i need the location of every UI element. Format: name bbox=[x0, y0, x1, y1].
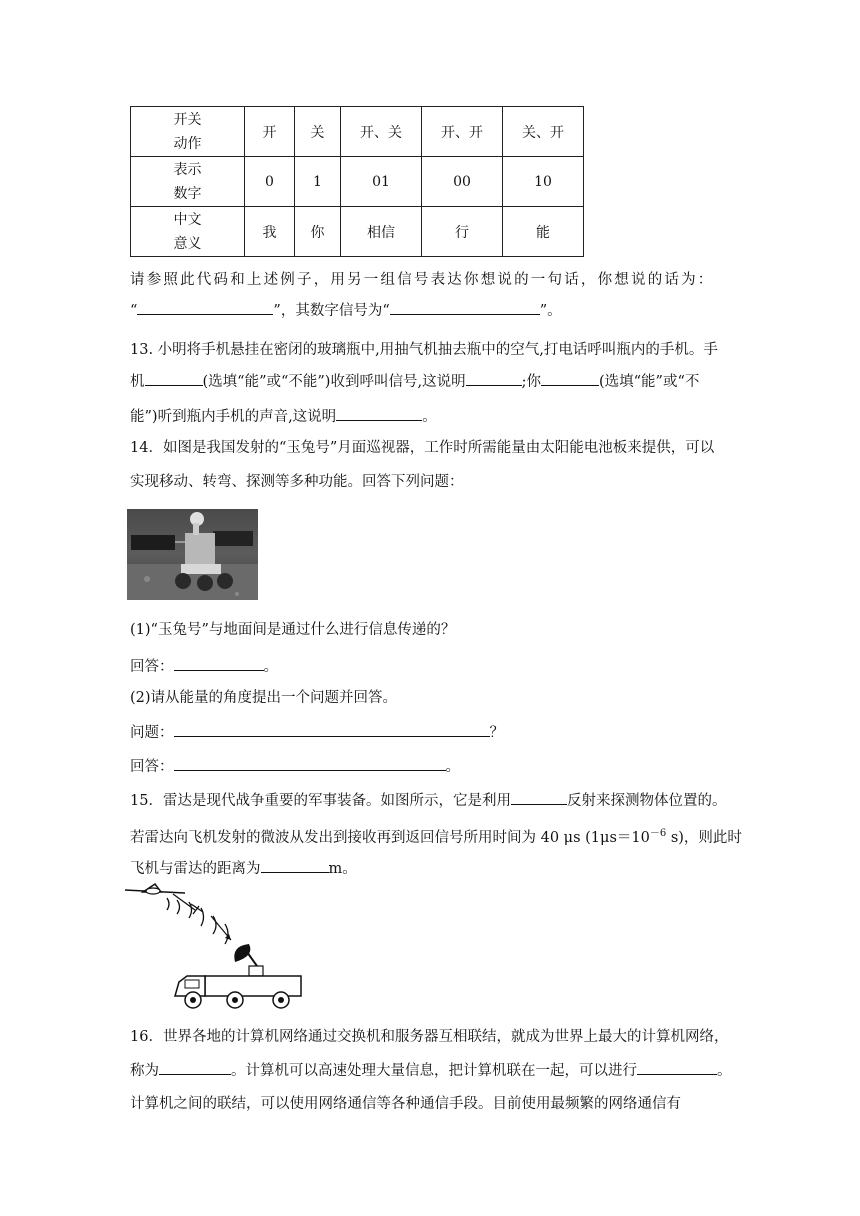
blank-hear-sound[interactable] bbox=[541, 371, 599, 386]
table-cell: 行 bbox=[422, 207, 503, 257]
table-row-header bbox=[131, 207, 245, 257]
q16-text: 。 bbox=[717, 1063, 732, 1079]
q15-text: 15．雷达是现代战争重要的军事装备。如图所示，它是利用 bbox=[130, 793, 511, 809]
header-line: 动作 bbox=[173, 135, 202, 152]
table-cell: 相信 bbox=[341, 207, 422, 257]
q13-line-1: 13. 小明将手机悬挂在密闭的玻璃瓶中,用抽气机抽去瓶中的空气,打电话呼叫瓶内的手机。手 bbox=[130, 342, 718, 358]
answer-label: 回答： bbox=[130, 659, 174, 675]
table-row-header bbox=[131, 157, 245, 207]
table-cell: 0 bbox=[245, 157, 295, 207]
q13-text: ;你 bbox=[521, 374, 541, 390]
q15-line-2 bbox=[130, 824, 742, 848]
q15-line-3 bbox=[130, 858, 357, 879]
table-cell: 开 bbox=[245, 107, 295, 157]
q12-end-text: ”。 bbox=[539, 303, 562, 319]
table-cell: 开、开 bbox=[422, 107, 503, 157]
q15-text: 反射来探测物体位置的。 bbox=[566, 793, 727, 809]
q13-text: 。 bbox=[422, 409, 437, 425]
q13-text: 能”)听到瓶内手机的声音,这说明 bbox=[130, 409, 337, 425]
blank-digital-signal[interactable] bbox=[390, 300, 540, 315]
question-label: 问题： bbox=[130, 725, 174, 741]
blank-network-name[interactable] bbox=[159, 1060, 231, 1075]
q12-instruction: 请参照此代码和上述例子，用另一组信号表达你想说的一句话，你想说的话为： bbox=[130, 272, 715, 288]
table-row-header bbox=[131, 107, 245, 157]
table-cell: 能 bbox=[503, 207, 584, 257]
table-cell: 01 bbox=[341, 157, 422, 207]
q13-text: 机 bbox=[130, 374, 145, 390]
q16-text: 。计算机可以高速处理大量信息，把计算机联在一起，可以进行 bbox=[231, 1063, 637, 1079]
blank-receive-signal[interactable] bbox=[145, 371, 203, 386]
q13-line-3 bbox=[130, 406, 437, 427]
q13-line-2 bbox=[130, 371, 699, 392]
header-line: 表示 bbox=[173, 161, 202, 178]
blank-sentence[interactable] bbox=[137, 300, 273, 315]
table-row bbox=[131, 207, 584, 257]
q16-line-1: 16．世界各地的计算机网络通过交换机和服务器互相联结，就成为世界上最大的计算机网络， bbox=[130, 1029, 729, 1045]
exponent: －6 bbox=[649, 828, 667, 839]
yutu-rover-image bbox=[127, 509, 258, 600]
q14-part-1: (1)“玉兔号”与地面间是通过什么进行信息传递的？ bbox=[130, 622, 456, 638]
header-line: 中文 bbox=[173, 211, 202, 228]
q15-text: s)，则此时 bbox=[666, 830, 742, 846]
blank-answer-2[interactable] bbox=[174, 756, 446, 771]
quote-open: “ bbox=[130, 303, 138, 319]
q16-line-2 bbox=[130, 1060, 732, 1081]
q14-answer-2 bbox=[130, 756, 460, 777]
q14-answer-1 bbox=[130, 656, 278, 677]
table-cell: 1 bbox=[295, 157, 341, 207]
table-row bbox=[131, 157, 584, 207]
header-line: 开关 bbox=[173, 111, 202, 128]
q15-text: m。 bbox=[328, 861, 357, 877]
radar-diagram bbox=[125, 880, 305, 1012]
table-row bbox=[131, 107, 584, 157]
blank-capability[interactable] bbox=[637, 1060, 717, 1075]
yutu-rover-photo bbox=[127, 509, 258, 600]
question-end: ？ bbox=[489, 725, 504, 741]
q16-line-3: 计算机之间的联结，可以使用网络通信等各种通信手段。目前使用最频繁的网络通信有 bbox=[130, 1096, 681, 1112]
answer-end: 。 bbox=[445, 759, 460, 775]
blank-wave-type[interactable] bbox=[511, 790, 567, 805]
header-line: 意义 bbox=[173, 235, 202, 252]
table-cell: 开、关 bbox=[341, 107, 422, 157]
q14-line-2: 实现移动、转弯、探测等多种功能。回答下列问题： bbox=[130, 474, 464, 490]
table-cell: 我 bbox=[245, 207, 295, 257]
signal-code-table bbox=[130, 106, 584, 257]
q12-mid-text: ”，其数字信号为“ bbox=[273, 303, 390, 319]
blank-question[interactable] bbox=[174, 722, 490, 737]
q13-text: (选填“能”或“不能”)收到呼叫信号,这说明 bbox=[202, 374, 466, 390]
table-cell: 关、开 bbox=[503, 107, 584, 157]
q16-text: 称为 bbox=[130, 1063, 159, 1079]
table-cell: 你 bbox=[295, 207, 341, 257]
table-cell: 10 bbox=[503, 157, 584, 207]
answer-end: 。 bbox=[263, 659, 278, 675]
q15-text: 飞机与雷达的距离为 bbox=[130, 861, 261, 877]
q15-text: 若雷达向飞机发射的微波从发出到接收再到返回信号所用时间为 40 μs (1μs＝10 bbox=[130, 830, 650, 846]
table-cell: 00 bbox=[422, 157, 503, 207]
q15-line-1 bbox=[130, 790, 726, 811]
q14-question bbox=[130, 722, 504, 743]
blank-answer-1[interactable] bbox=[174, 656, 264, 671]
q14-part-2: (2)请从能量的角度提出一个问题并回答。 bbox=[130, 690, 398, 706]
radar-truck-airplane-icon bbox=[125, 880, 305, 1012]
q12-answer-line bbox=[130, 300, 562, 321]
header-line: 数字 bbox=[173, 185, 202, 202]
table-cell: 关 bbox=[295, 107, 341, 157]
q13-text: (选填“能”或“不 bbox=[598, 374, 700, 390]
answer-label: 回答： bbox=[130, 759, 174, 775]
blank-explanation-1[interactable] bbox=[466, 371, 522, 386]
q14-line-1: 14．如图是我国发射的“玉兔号”月面巡视器，工作时所需能量由太阳能电池板来提供，可以 bbox=[130, 440, 715, 456]
blank-distance[interactable] bbox=[261, 858, 329, 873]
blank-explanation-2[interactable] bbox=[336, 406, 422, 421]
